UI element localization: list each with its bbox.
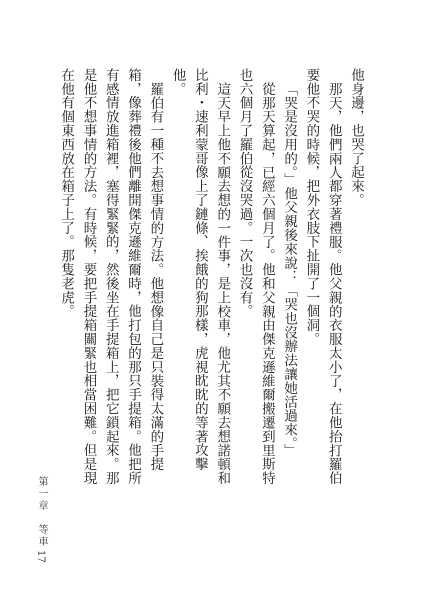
- paragraph-6: 羅伯有一種不去想事情的方法。他想像自己是只裝得太滿的手提箱，像葬禮後他們離開傑克遜維爾時，他打包的那只手提箱。他把所有感情放進箱裡，塞得緊緊的，然後坐在手提箱上，把它鎖起來。那是他不想事情的方法。有時候，要把手提箱關緊也相當困難。但是現在他有個東西放在箱子上了。那隻老虎。: [58, 68, 164, 485]
- running-head: 第一章 等車: [36, 476, 47, 548]
- page-number: 17: [35, 550, 46, 563]
- paragraph-1: 他身邊，也哭了起來。: [348, 68, 364, 207]
- paragraph-5: 這天早上他不願去想的一件事，是上校車，他尤其不願去想諾頓和比利・速利蒙哥像上了鏈條、挨餓的狗那樣，虎視眈眈的等著攻擊他。: [169, 68, 231, 485]
- paragraph-2: 那天，他們兩人都穿著禮服。他父親的衣服太小了，在他抬打羅伯要他不哭的時候，把外衣肢下扯開了一個洞。: [303, 68, 342, 485]
- paragraph-3: 「哭是沒用的。」他父親後來說：「哭也沒辦法讓她活過來。」: [281, 81, 298, 458]
- body-text: [55, 68, 367, 496]
- paragraph-4: 從那天算起，已經六個月了。他和父親由傑克遜維爾搬遷到里斯特也六個月了羅伯從沒哭過。一次也沒有。: [236, 68, 275, 485]
